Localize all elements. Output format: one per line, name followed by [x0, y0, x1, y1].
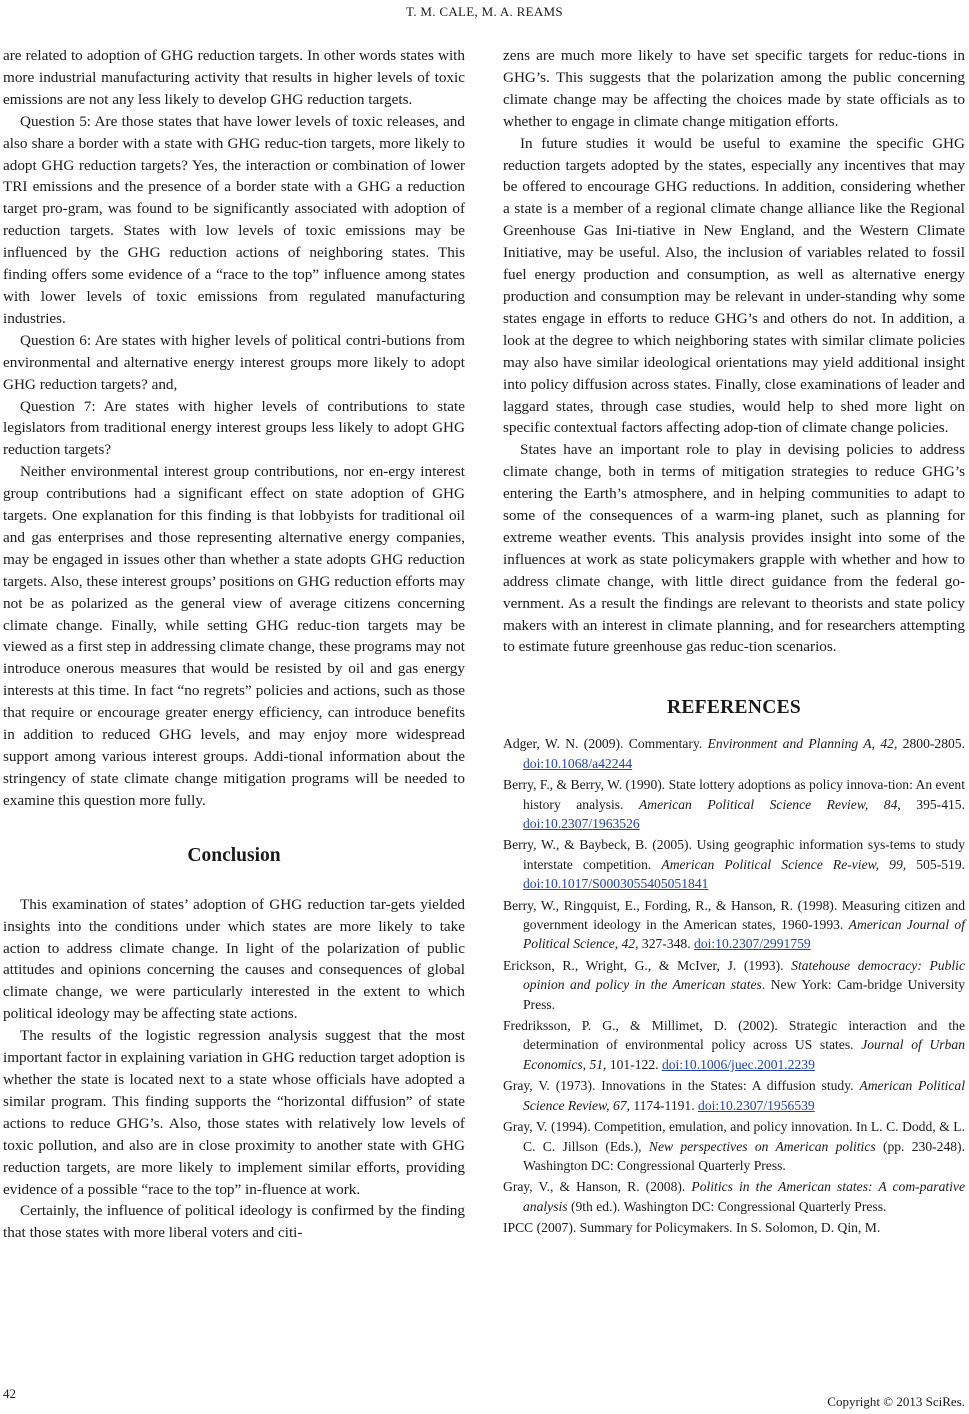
doi-link[interactable]: doi:10.2307/1963526: [523, 816, 640, 831]
reference-text: Berry, W., & Baybeck, B. (2005). Using geographic information sys-tems to study interstate competition.: [503, 837, 965, 872]
body-paragraph: In future studies it would be useful to examine the specific GHG reduction targets adopted by the states, especially any incentives that may be offered to encourage GHG reductions. In addition, considering whether a state is a member of a regional climate change alliance like the Regional Greenhouse Gas Ini-tiative in New England, and the Western Climate Initiative, may be useful. Also, the inclusion of variables related to fossil fuel energy production and consumption, as well as alternative energy production and consumption may be relevant in under-standing why some states engage in efforts to reduce GHG’s and others do not. In addition, a look at the degree to which neighboring states with similar climate policies may also have similar ideological orientations may yield additional insight into policy diffusion across states. Finally, close examinations of leader and laggard states, through case studies, would help to shed more light on specific contextual factors affecting adop-tion of climate change policies.: [503, 134, 965, 437]
reference-journal: American Political Science Review, 84,: [638, 796, 901, 812]
reference-text: Gray, V. (1994). Competition, emulation, and policy innovation. In L. C. Dodd, & L. C. C. Jillson (Eds.),: [503, 1119, 965, 1154]
left-body-after: [3, 894, 465, 1245]
reference-text: Berry, F., & Berry, W. (1990). State lottery adoptions as policy innova-tion: An event history analysis.: [503, 777, 965, 812]
reference-journal: New perspectives on American politics: [648, 1138, 876, 1154]
reference-journal: American Political Science Re-view, 99,: [661, 856, 907, 872]
reference-journal: Statehouse democracy: Public opinion and policy in the American states: [523, 957, 965, 993]
body-paragraph: Neither environmental interest group contributions, nor en-ergy interest group contributions had a significant effect on state adoption of GHG targets. One explanation for this finding is that lobbyists for traditional oil and gas enterprises and those representing alternative energy companies, may be engaged in issues other than whether a state adopts GHG reduction targets. Also, these interest groups’ positions on GHG reduction efforts may not be as polarized as the general view of average citizens concerning climate change. Finally, while setting GHG reduc-tion targets may be viewed as a first step in addressing climate change, these programs may not introduce onerous measures that would be resisted by oil and gas energy interests at this time. In fact “no regrets” policies and actions, such as those that require or encourage greater energy efficiency, can introduce benefits in addition to reduced GHG levels, and may enjoy more widespread support among various interest groups. Addi-tional information about the stringency of state climate change mitigation programs will be needed to examine this question more fully.: [3, 463, 465, 809]
left-column: [3, 45, 465, 1244]
reference-entry: [503, 1076, 965, 1115]
reference-pages: 101-122.: [606, 1056, 662, 1072]
body-paragraph: States have an important role to play in devising policies to address climate change, both in terms of mitigation strategies to reduce GHG’s entering the Earth’s atmosphere, and in helping communities to adapt to some of the consequences of a warm-ing planet, such as planning for extreme weather events. This analysis provides insight into some of the influences at work as state policymakers grapple with whether and how to address climate change, with little direct guidance from the federal go-vernment. As a result the findings are relevant to theorists and state policy makers with an interest in climate planning, and for researchers attempting to estimate future greenhouse gas reduc-tion scenarios.: [503, 441, 965, 656]
reference-journal: Politics in the American states: A com-parative analysis: [523, 1179, 965, 1214]
doi-link[interactable]: doi:10.2307/1956539: [698, 1097, 815, 1113]
doi-link[interactable]: doi:10.1006/juec.2001.2239: [661, 1056, 815, 1072]
reference-list: [503, 734, 965, 1237]
body-paragraph: Certainly, the influence of political ideology is confirmed by the finding that those states with more liberal voters and citi-: [3, 1202, 465, 1242]
body-paragraph: This examination of states’ adoption of GHG reduction tar-gets yielded insights into the conditions under which states are more likely to take action to address climate change. In light of the polarization of public attitudes and opinions concerning the causes and consequences of global climate change, we were particularly interested in the extent to which political ideology may be affecting state actions.: [3, 895, 465, 1023]
reference-entry: [503, 1177, 965, 1216]
reference-pages: 505-519.: [906, 856, 966, 872]
right-body: [503, 45, 965, 658]
reference-entry: [503, 1117, 965, 1175]
body-paragraph: are related to adoption of GHG reduction targets. In other words states with more industrial manufacturing activity that results in higher levels of toxic emissions are not any less likely to develop GHG reduction targets.: [3, 47, 465, 108]
doi-link[interactable]: doi:10.1017/S0003055405051841: [523, 876, 709, 892]
right-column: [503, 45, 965, 1240]
reference-pages: 327-348.: [638, 936, 695, 952]
reference-entry: [503, 775, 965, 833]
body-paragraph: Question 6: Are states with higher levels of political contri-butions from environmental and alternative energy interest groups more likely to adopt GHG reduction targets? and,: [3, 331, 465, 393]
reference-entry: [503, 1016, 965, 1074]
body-paragraph: Question 7: Are states with higher levels of contributions to state legislators from traditional energy interest groups less likely to adopt GHG reduction targets?: [3, 397, 465, 459]
body-paragraph: Question 5: Are those states that have lower levels of toxic releases, and also share a border with a state with GHG reduc-tion targets, more likely to adopt GHG reduction targets? Yes, the interaction or combination of lower TRI emissions and the presence of a border state with a GHG a reduction target pro-gram, was found to be significantly associated with adoption of reduction targets. States with low levels of toxic emissions may be influenced by the GHG reduction actions of neighboring states. This finding offers some evidence of a “race to the top” influence among states with lower levels of toxic emissions from regulated manufacturing industries.: [3, 112, 465, 327]
reference-journal: American Political Science Review, 67,: [523, 1078, 965, 1113]
reference-text: Gray, V., & Hanson, R. (2008).: [503, 1179, 692, 1195]
reference-journal: Journal of Urban Economics, 51,: [523, 1037, 965, 1072]
doi-link[interactable]: doi:10.2307/2991759: [694, 936, 811, 952]
reference-text: Erickson, R., Wright, G., & McIver, J. (1993).: [503, 957, 792, 973]
page-number: 42: [3, 1386, 16, 1401]
reference-journal: American Journal of Political Science, 42,: [523, 917, 965, 952]
reference-entry: [503, 835, 965, 893]
reference-text: IPCC (2007). Summary for Policymakers. In S. Solomon, D. Qin, M.: [503, 1220, 881, 1236]
references-heading: REFERENCES: [666, 697, 802, 719]
reference-text: Fredriksson, P. G., & Millimet, D. (2002). Strategic interaction and the determination of environmental policy across US states.: [503, 1018, 965, 1053]
reference-pages: 2800-2805.: [897, 736, 965, 752]
reference-entry: [503, 896, 965, 954]
reference-pages: 1174-1191.: [629, 1097, 699, 1113]
body-paragraph: The results of the logistic regression analysis suggest that the most important factor in explaining variation in GHG reduction target adoption is whether the state is located next to a state whose officials have adopted a similar program. This finding supports the “horizontal diffusion” of state actions to reduce GHG’s. Also, those states with relatively low levels of toxic pollution, and also are in close proximity to another state with GHG reduction targets, are more likely to implement similar efforts, providing evidence of a possible “race to the top” in-fluence at work.: [3, 1027, 465, 1198]
reference-entry: [503, 1218, 965, 1237]
reference-text: Adger, W. N. (2009). Commentary.: [503, 736, 708, 752]
left-body-before: [3, 45, 465, 812]
reference-journal: Environment and Planning A, 42,: [707, 736, 898, 752]
reference-pages: (pp. 230-248). Washington DC: Congressional Quarterly Press.: [523, 1138, 965, 1173]
reference-entry: [503, 734, 965, 773]
reference-pages: 395-415.: [900, 796, 965, 812]
conclusion-heading: Conclusion: [187, 844, 281, 866]
running-head: T. M. CALE, M. A. REAMS: [406, 4, 563, 19]
reference-text: Gray, V. (1973). Innovations in the States: A diffusion study.: [503, 1078, 860, 1094]
reference-entry: [503, 956, 965, 1014]
doi-link[interactable]: doi:10.1068/a42244: [523, 755, 633, 771]
body-paragraph: zens are much more likely to have set specific targets for reduc-tions in GHG’s. This suggests that the polarization among the public concerning climate change may be affecting the choices made by state officials as to whether to engage in climate change mitigation efforts.: [503, 47, 965, 130]
reference-pages: (9th ed.). Washington DC: Congressional Quarterly Press.: [567, 1198, 887, 1214]
reference-pages: . New York: Cam-bridge University Press.: [523, 977, 965, 1012]
reference-text: Berry, W., Ringquist, E., Fording, R., & Hanson, R. (1998). Measuring citizen and government ideology in the American states, 1960-1993.: [503, 897, 965, 933]
copyright-notice: Copyright © 2013 SciRes.: [827, 1394, 965, 1409]
